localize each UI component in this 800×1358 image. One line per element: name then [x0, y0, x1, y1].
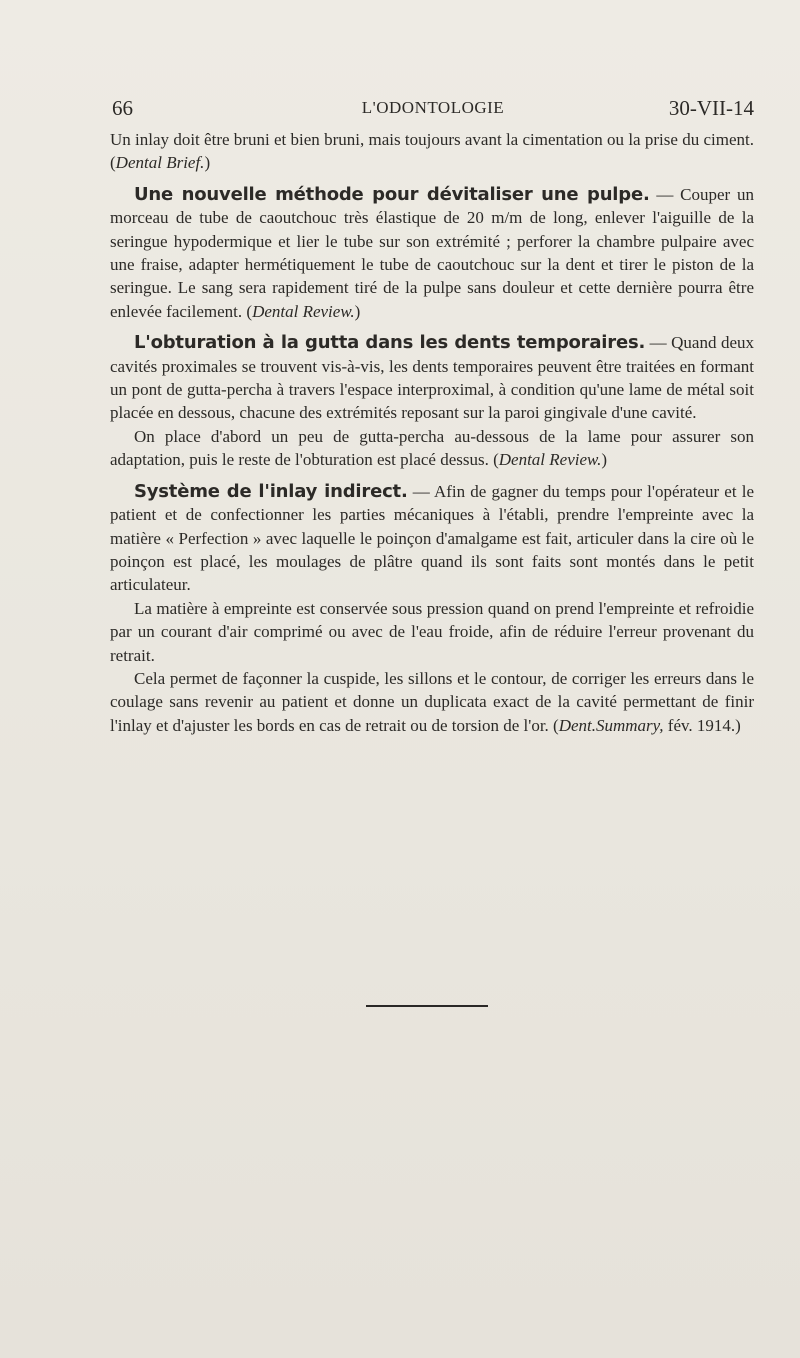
section-obturation	[110, 331, 754, 425]
paragraph-inlay-indirect-2	[110, 597, 754, 667]
paragraph-text: Un inlay doit être bruni et bien bruni, mais toujours avant la cimentation ou la prise du ciment. (	[110, 130, 754, 173]
journal-title: L'ODONTOLOGIE	[361, 98, 505, 117]
citation-close: )	[735, 715, 741, 735]
source-citation: Dental Review.	[498, 450, 602, 470]
section-devitaliser	[110, 183, 754, 323]
section-heading: Une nouvelle méthode pour dévitaliser une pulpe.	[134, 183, 650, 205]
paragraph-inlay-indirect-3	[110, 667, 754, 737]
citation-close: )	[204, 153, 211, 173]
page-number: 66	[112, 96, 133, 120]
citation-date: fév. 1914.	[663, 715, 736, 735]
citation-close: )	[601, 450, 608, 470]
paragraph-text: — Afin de gagner du temps pour l'opérateur et le patient et de confectionner les parties mécaniques à l'établi, prendre l'empreinte avec la matière « Perfection » avec laquelle le poinçon d'amalgame est fait, articuler dans la cire où le poinçon est placé, les moulages de plâtre quand ils sont faits sont montés dans le petit articulateur.	[110, 481, 754, 595]
paragraph-text: — Couper un morceau de tube de caoutchouc très élastique de 20 m/m de long, enlever l'aiguille de la seringue hypodermique et lier le tube sur son extrémité ; perforer la chambre pulpaire avec une fraise, adapter hermétiquement le tube de caoutchouc sur la dent et tirer le piston de la seringue. Le sang sera rapidement tiré de la pulpe sans douleur et cette dernière pourra être enlevée facilement. (	[110, 184, 754, 321]
paragraph-text: La matière à empreinte est conservée sous pression quand on prend l'empreinte et refroidie par un courant d'air comprimé ou avec de l'eau froide, afin de réduire l'erreur provenant du retrait.	[110, 598, 754, 665]
issue-date: 30-VII-14	[668, 96, 754, 120]
paragraph-text: On place d'abord un peu de gutta-percha au-dessous de la lame pour assurer son adaptation, puis le reste de l'obturation est placé dessus. (	[110, 426, 754, 470]
paragraph-text: Cela permet de façonner la cuspide, les sillons et le contour, de corriger les erreurs dans le coulage sans revenir au patient et donne un duplicata exact de la cavité permettant de finir l'inlay et d'ajuster les bords en cas de retrait ou de torsion de l'or. (	[110, 668, 754, 735]
paragraph-inlay	[110, 128, 754, 175]
source-citation: Dent.Summary,	[558, 715, 664, 735]
paragraph-text: — Quand deux cavités proximales se trouvent vis-à-vis, les dents temporaires peuvent être traitées en formant un pont de gutta-percha à travers l'espace interproximal, à condition qu'une lame de métal soit placée en dessous, chacune des extrémités reposant sur la paroi gingivale d'une cavité.	[110, 333, 755, 423]
article-body	[110, 128, 754, 737]
paragraph-obturation-2	[110, 425, 754, 472]
section-heading: L'obturation à la gutta dans les dents temporaires.	[134, 332, 646, 354]
citation-close: )	[354, 301, 361, 321]
running-header	[112, 96, 754, 124]
source-citation: Dental Review.	[252, 301, 355, 321]
source-citation: Dental Brief.	[115, 153, 205, 173]
section-inlay-indirect	[110, 480, 754, 597]
section-heading: Système de l'inlay indirect.	[134, 480, 408, 502]
section-divider	[366, 1005, 488, 1007]
